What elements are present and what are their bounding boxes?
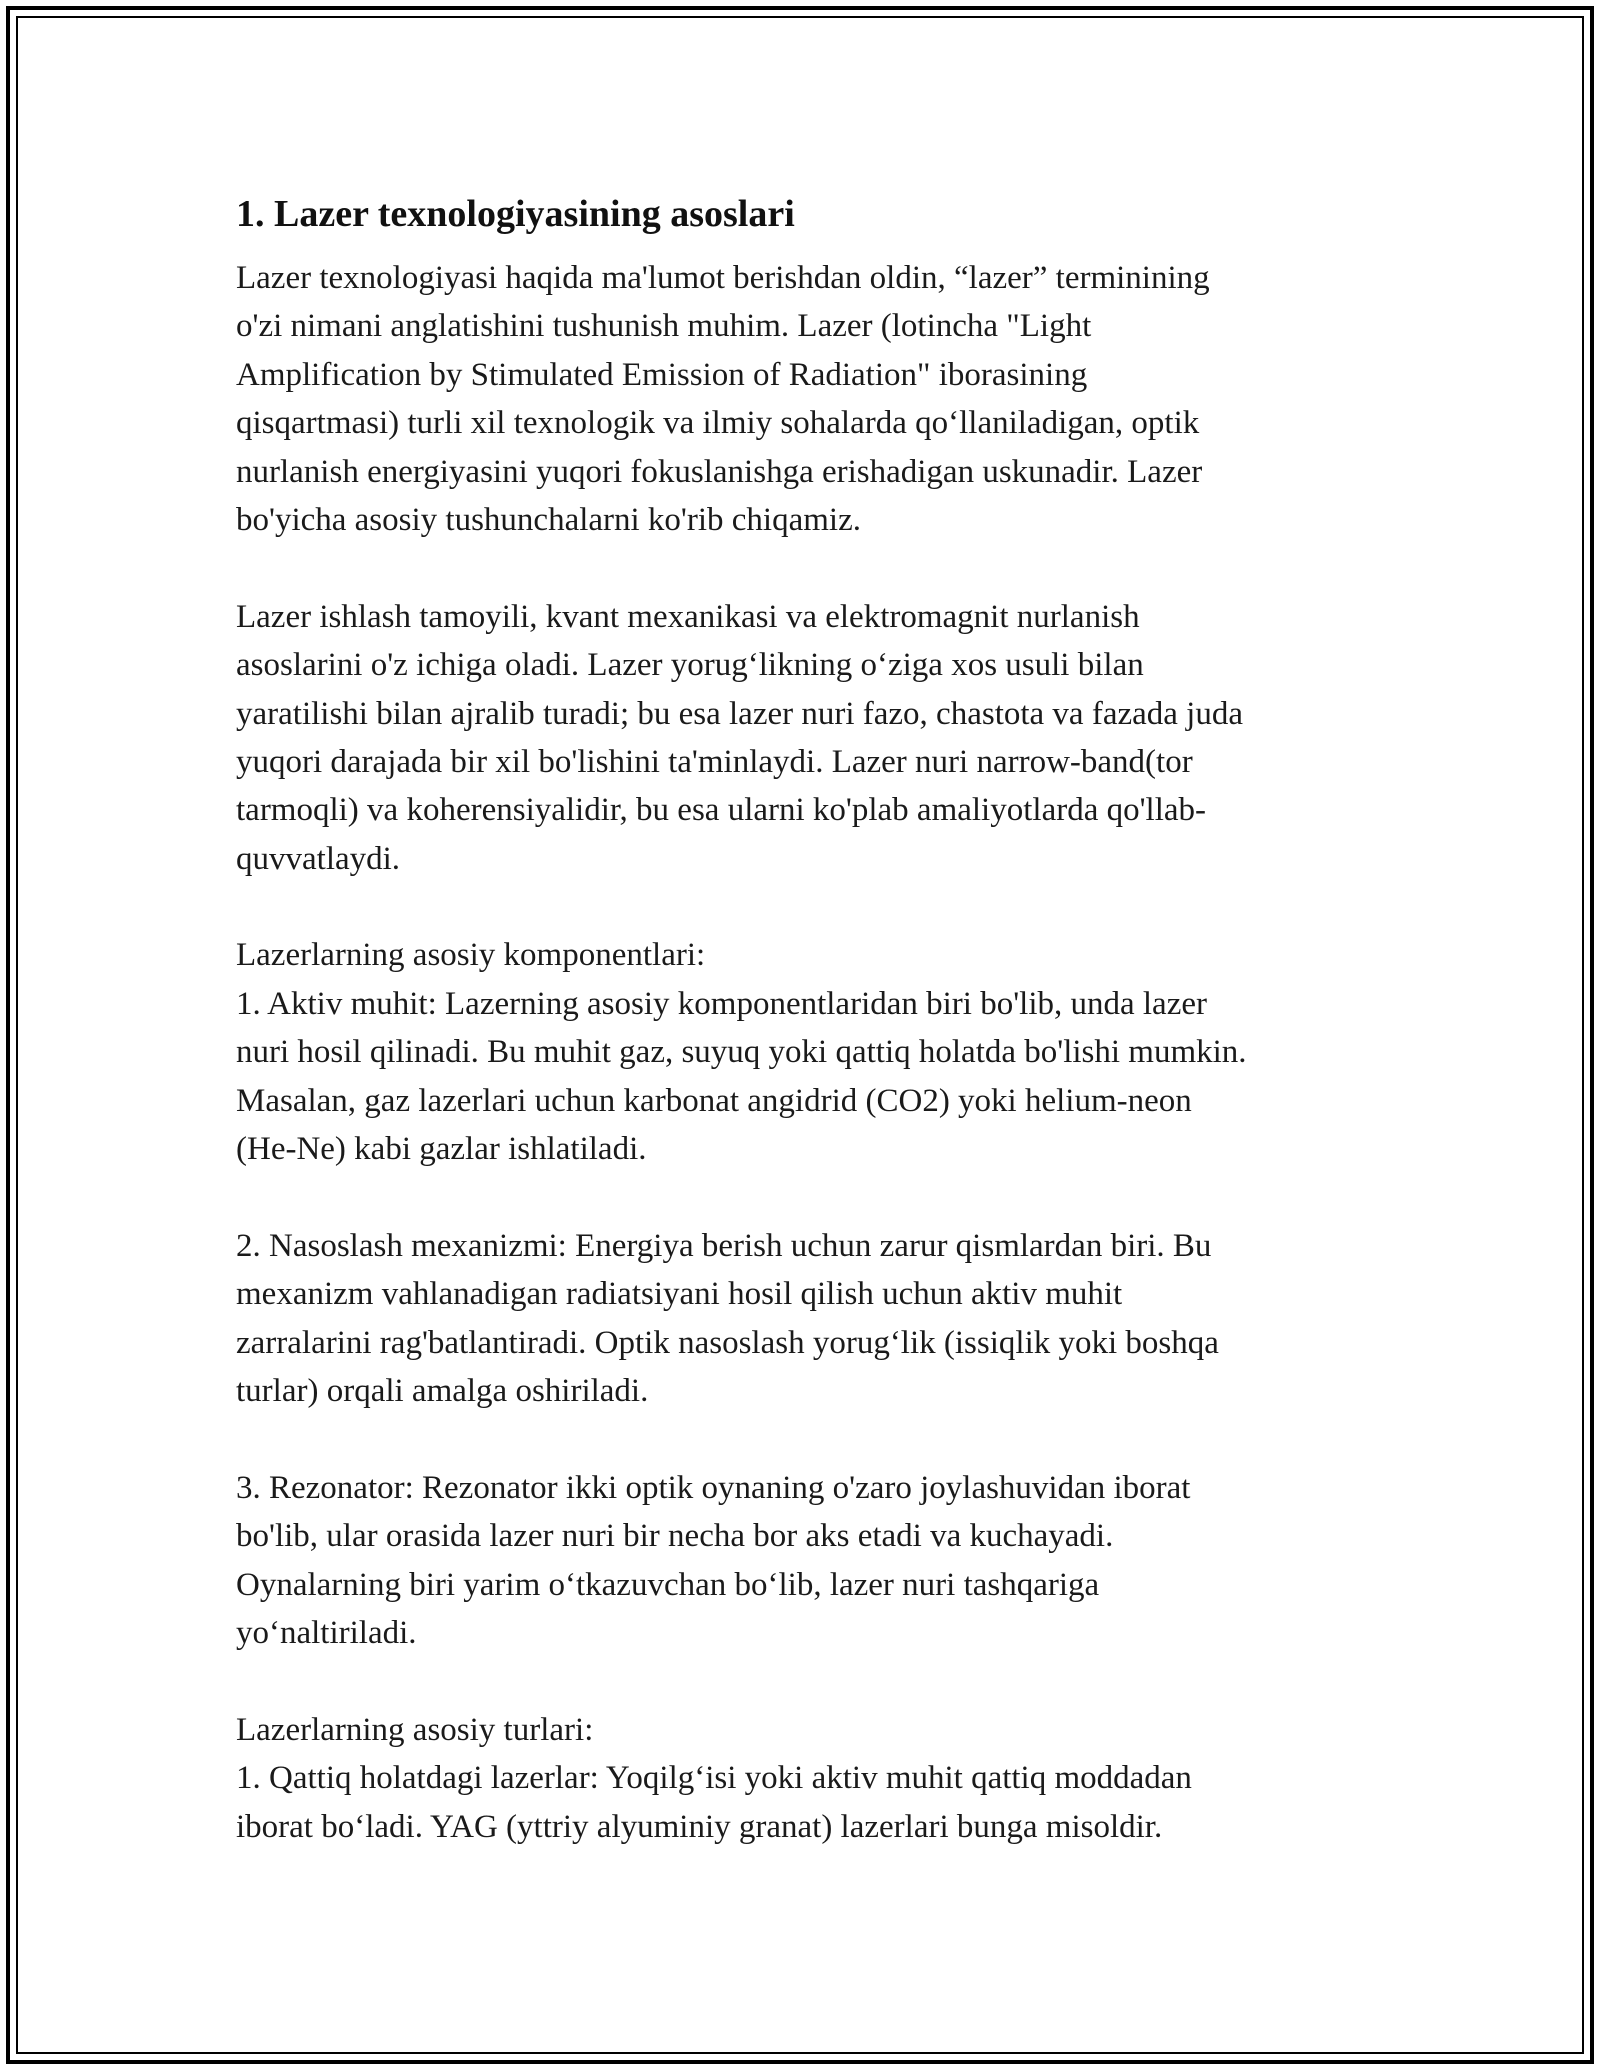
text-line: yuqori darajada bir xil bo'lishini ta'minlaydi. Lazer nuri narrow-band(tor (236, 743, 1193, 780)
paragraph-components-active-medium (236, 931, 1376, 1173)
paragraph-working-principle (236, 593, 1376, 883)
paragraph-gap (236, 1657, 1376, 1705)
text-line: Lazer ishlash tamoyili, kvant mexanikasi va elektromagnit nurlanish (236, 598, 1140, 635)
text-line: Lazerlarning asosiy turlari: (236, 1711, 594, 1748)
text-line: 2. Nasoslash mexanizmi: Energiya berish uchun zarur qismlardan biri. Bu (236, 1227, 1212, 1264)
paragraph-gap (236, 883, 1376, 931)
text-line: 3. Rezonator: Rezonator ikki optik oynaning o'zaro joylashuvidan iborat (236, 1469, 1191, 1506)
text-line: iborat bo‘ladi. YAG (yttriy alyuminiy granat) lazerlari bunga misoldir. (236, 1808, 1163, 1845)
paragraph-laser-types (236, 1706, 1376, 1851)
paragraph-gap (236, 544, 1376, 592)
text-line: nuri hosil qilinadi. Bu muhit gaz, suyuq yoki qattiq holatda bo'lishi mumkin. (236, 1034, 1247, 1071)
document-body (236, 254, 1376, 1851)
text-line: (He-Ne) kabi gazlar ishlatiladi. (236, 1131, 647, 1168)
paragraph-gap (236, 1415, 1376, 1463)
text-line: Masalan, gaz lazerlari uchun karbonat angidrid (CO2) yoki helium-neon (236, 1082, 1192, 1119)
paragraph-resonator (236, 1464, 1376, 1658)
text-line: turlar) orqali amalga oshiriladi. (236, 1372, 649, 1409)
text-line: zarralarini rag'batlantiradi. Optik nasoslash yorug‘lik (issiqlik yoki boshqa (236, 1324, 1219, 1361)
text-line: quvvatlaydi. (236, 840, 401, 877)
text-line: nurlanish energiyasini yuqori fokuslanishga erishadigan uskunadir. Lazer (236, 453, 1203, 490)
text-line: 1. Aktiv muhit: Lazerning asosiy komponentlaridan biri bo'lib, unda lazer (236, 985, 1207, 1022)
text-line: yo‘naltiriladi. (236, 1614, 417, 1651)
text-line: Oynalarning biri yarim o‘tkazuvchan bo‘lib, lazer nuri tashqariga (236, 1566, 1100, 1603)
text-line: bo'lib, ular orasida lazer nuri bir necha bor aks etadi va kuchayadi. (236, 1518, 1114, 1555)
text-line: mexanizm vahlanadigan radiatsiyani hosil qilish uchun aktiv muhit (236, 1276, 1123, 1313)
document-content (236, 184, 1376, 1851)
text-line: 1. Qattiq holatdagi lazerlar: Yoqilg‘isi yoki aktiv muhit qattiq moddadan (236, 1760, 1192, 1797)
paragraph-gap (236, 1173, 1376, 1221)
text-line: Lazerlarning asosiy komponentlari: (236, 937, 706, 974)
text-line: qisqartmasi) turli xil texnologik va ilmiy sohalarda qo‘llaniladigan, optik (236, 405, 1200, 442)
section-heading: 1. Lazer texnologiyasining asoslari (236, 193, 795, 235)
text-line: Lazer texnologiyasi haqida ma'lumot berishdan oldin, “lazer” terminining (236, 260, 1210, 296)
text-line: yaratilishi bilan ajralib turadi; bu esa lazer nuri fazo, chastota va fazada juda (236, 695, 1243, 732)
text-line: tarmoqli) va koherensiyalidir, bu esa ularni ko'plab amaliyotlarda qo'llab- (236, 792, 1207, 829)
text-line: Amplification by Stimulated Emission of Radiation" iborasining (236, 356, 1088, 393)
text-line: asoslarini o'z ichiga oladi. Lazer yorug‘likning o‘ziga xos usuli bilan (236, 647, 1144, 684)
text-line: bo'yicha asosiy tushunchalarni ko'rib chiqamiz. (236, 501, 861, 538)
paragraph-pumping-mechanism (236, 1222, 1376, 1416)
text-line: o'zi nimani anglatishini tushunish muhim. Lazer (lotincha "Light (236, 308, 1092, 345)
paragraph-intro (236, 254, 1376, 544)
